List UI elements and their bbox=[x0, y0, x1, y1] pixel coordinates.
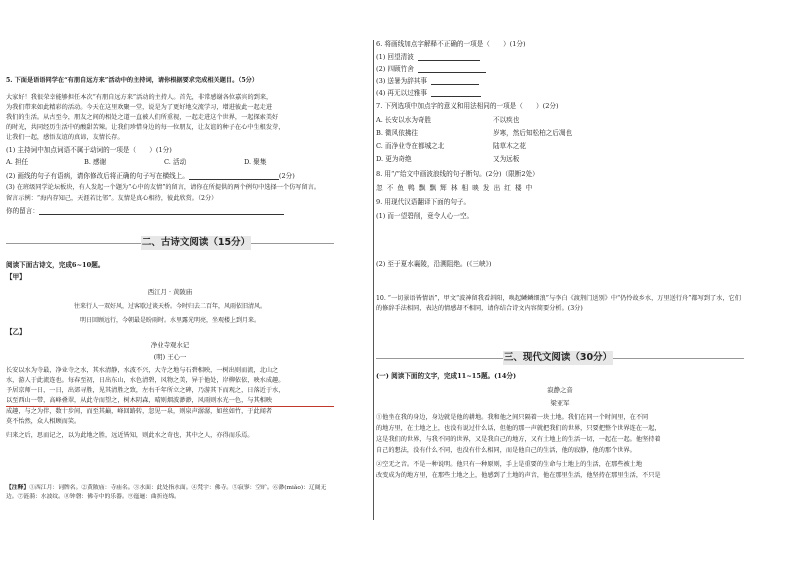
q9-2: (2) 至于夏水襄陵，沿溯阻绝。(《三峡》) bbox=[376, 260, 492, 268]
q5-2-answer-line[interactable] bbox=[189, 173, 279, 180]
q5-1-question: (1) 主持词中加点词语不属于动词的一项是（ ）(1分) bbox=[6, 146, 172, 154]
q9-question: 9. 用现代汉语翻译下面的句子。 bbox=[376, 198, 471, 206]
jia-label: 【甲】 bbox=[6, 273, 26, 281]
part1-intro: (一) 阅读下面的文字，完成11~15题。(14分) bbox=[376, 372, 517, 380]
q5-passage-line: 大家好！我很荣幸能够担任本次“有朋自远方来”活动的主持人。首先，非常感谢各位嘉宾的到来， bbox=[6, 94, 273, 101]
article-line: ②空无之音。不是一种说明。他只有一种原则，手上是重要的生命与土地上的生活，在那些被土地 bbox=[376, 461, 643, 468]
yi-label: 【乙】 bbox=[6, 328, 26, 336]
q8-sentence: 忽 不 鱼 鸭 飘 飘 辉 林 相 映 发 出 红 楼 中 bbox=[376, 184, 534, 192]
q5-1-option-a: A. 担任 bbox=[6, 158, 29, 166]
q7-option-d: D. 更为奇绝 bbox=[376, 155, 412, 163]
q5-3-answer-line[interactable] bbox=[39, 208, 284, 215]
prose-line: 成趣，与之为伴，数十步间，而至其巅，峰回路转，忽见一泉，则泉声潺潺，如丝如竹，于此闻者 bbox=[6, 408, 273, 415]
q5-1-option-b: B. 感谢 bbox=[84, 158, 107, 166]
q7-option-d-compare: 又为远板 bbox=[493, 155, 520, 163]
q7-question: 7. 下列选项中加点字的意义和用法相同的一项是（ ）(2分) bbox=[376, 102, 559, 110]
q5-passage bbox=[6, 93, 334, 143]
q5-1-option-d: D. 聚集 bbox=[244, 158, 267, 166]
prose-line: 长安以水为寺最，净业寺之水，其水清静，水波不兴，大寺之地与石碧相映，一树出则而流，北山之 bbox=[6, 367, 279, 374]
section2-title: 二、古诗文阅读（15分） bbox=[141, 237, 251, 248]
prose-line: 以至西山一带，高峰叠翠，从此寺而望之，树木阴森，晴则烟波渺渺，风雨则水光一色，与其相映 bbox=[6, 396, 334, 407]
q5-passage-line: 的时光，共同经历生活中的酸甜苦辣。让我们珍惜身边的每一位朋友，让友谊的种子在心中生根发芽， bbox=[6, 124, 285, 131]
article-line: 这是我们的世界，与我不同的世界，又是我自己的地方，又有土地上的生活一切，一起在一起。他坚持着 bbox=[376, 436, 661, 443]
article-title: 寂静之音 bbox=[547, 386, 573, 394]
prose-title: 净业寺观水记 bbox=[150, 341, 190, 349]
q6-question: 6. 将画线加点字解释不正确的一项是（ ）(1分) bbox=[376, 40, 526, 48]
q7-option-b: B. 微风依拂往 bbox=[376, 129, 419, 137]
q5-2-question bbox=[6, 172, 295, 180]
q6-item-text: (3) 送暑为辞其事 bbox=[376, 77, 427, 85]
article-line: 自己的想法，没有什么不同，也没有什么相同，而是他自己的生活，他的寂静，他的那个世界。 bbox=[376, 447, 636, 454]
q7-option-c: C. 而净业寺在都城之北 bbox=[376, 142, 445, 150]
notes bbox=[6, 484, 334, 502]
section3-title: 三、现代文阅读（30分） bbox=[503, 352, 613, 363]
prose-body bbox=[6, 366, 334, 441]
q6-item bbox=[376, 65, 486, 73]
q5-2-score: (2分) bbox=[278, 172, 295, 180]
q7-option-a-compare: 不以疾也 bbox=[493, 116, 520, 124]
q5-3-question: (3) 在班级同学论坛板块，有人发起一个题为“心中的友情”的留言，请你在所提供的两个例句中选择一个仿写留言。 bbox=[6, 184, 321, 191]
q6-answer-line[interactable] bbox=[418, 54, 480, 61]
q5-passage-line: 我们的生活。从古至今，朋友之间的相处之道一直被人们所重视，一起走进这个世界，一起探索美好 bbox=[6, 114, 279, 121]
q5-1-option-c: C. 活动 bbox=[164, 158, 187, 166]
q6-item-text: (4) 再无以过雅事 bbox=[376, 89, 427, 97]
q5-3-answer bbox=[6, 207, 284, 215]
q5-passage-line: 为我们带来如此精彩的活动。今天在这里欢聚一堂，说是为了更好地交流学习，增进彼此一起走进 bbox=[6, 104, 273, 111]
q7-option-b-compare: 岁寒，然后知松柏之后凋也 bbox=[493, 129, 573, 137]
prose-line: 莫不怡然，众人相顾而笑。 bbox=[6, 418, 81, 425]
q6-item bbox=[376, 53, 480, 61]
q6-answer-line[interactable] bbox=[431, 90, 481, 97]
q9-1: (1) 而一望碧削，竟令人心一空。 bbox=[376, 212, 474, 220]
q5-passage-line: 让我们一起，感悟友谊的真谛，友情长存。 bbox=[6, 134, 124, 141]
q7-option-a: A. 长安以水为奇胜 bbox=[376, 116, 432, 124]
poem-title: 西江月 · 黄陂庙 bbox=[147, 288, 193, 296]
column-divider bbox=[373, 40, 374, 520]
q6-item-text: (1) 回望清波 bbox=[376, 53, 414, 61]
q5-3-answer-label: 你的留言： bbox=[6, 207, 39, 215]
q10-question: 10. “一切景语皆情语”，甲文“波神留我看斜阳，唤起鳞鳞细浪”与李白《渡荆门送别》中“仍怜故乡水，万里送行舟”都写到了水，它们的修辞手法相同，表达的情感却不相同，请你结合诗文内容简要分析。(3分) bbox=[376, 295, 741, 312]
prose-line: 归来之后，思而记之，以为此地之胜，远近皆知，则此水之奇也，其中之人，亦得而乐焉。 bbox=[6, 432, 254, 439]
q5-3-example: 留言示例：“海内存知己，天涯若比邻”。友情是真心相待，彼此欣赏。（2分） bbox=[6, 195, 218, 202]
notes-text: ①西江月：词牌名。②黄陂庙：寺庙名。③水面：此处指水面。④梵宇：佛寺。⑤寂寥：空旷。⑥渺(miǎo)：辽阔无边。⑦涟漪：水波纹。⑧钟磬：佛寺中的乐器。⑨迤逦：曲折连绵。 bbox=[6, 485, 327, 500]
article-author: 梁亚军 bbox=[550, 399, 570, 407]
q6-item-text: (2) 四顾竹舍 bbox=[376, 65, 414, 73]
poem-line: 明日回顾远行，今朝最是盼雨时。水里露光明亮，坐观楼上到月来。 bbox=[79, 317, 260, 324]
q6-answer-line[interactable] bbox=[418, 66, 486, 73]
q5-2-text: (2) 画线的句子有语病，请你修改后将正确的句子写在横线上。 bbox=[6, 172, 189, 180]
q6-answer-line[interactable] bbox=[431, 78, 479, 85]
q6-item bbox=[376, 77, 479, 85]
article-line: 改变成为的地方里，在那些土地之上，他感到了土地的声音，他在那里生活，他坚持在那里生活，不只是 bbox=[376, 472, 661, 479]
reading-intro: 阅读下面古诗文，完成6~10题。 bbox=[6, 261, 105, 269]
q8-question: 8. 用“/”给文中画波浪线的句子断句。(2分)（限断2处） bbox=[376, 170, 539, 178]
q5-heading: 5. 下面是语语同学在“有朋自远方来”活动中的主持词，请你根据要求完成相关题目。（5分） bbox=[6, 77, 259, 84]
prose-author: (明) 王心一 bbox=[153, 353, 187, 361]
article-line: ①他坐在我的身边，身边就是他的耕地。我和他之间只隔着一块土地。我们在同一个时间里，在不同 bbox=[376, 414, 649, 421]
prose-line: 水，游人于此流连也。每春至初，日出东山，水色清碧，风物之美，异于他处，岸柳依依，映水成趣。 bbox=[6, 377, 285, 384]
article-body bbox=[376, 412, 744, 481]
q7-option-c-compare: 陆草木之花 bbox=[493, 142, 526, 150]
notes-heading: 【注释】 bbox=[6, 485, 30, 491]
prose-line: 予居京师一日，一日，出郊寻胜，见其清胜之致，左右千年所立之碑，乃游其下而观之，日落近于水， bbox=[6, 387, 285, 394]
poem-line: 往来行人一双好风，过客歇过谈天桥。今时归去二百年，风雨依旧清风。 bbox=[73, 303, 266, 310]
article-line: 的地方里，在土地之上，也没有说过什么话，但他的那一声就把我们的世界，只要把整个世界连在一起， bbox=[376, 425, 661, 432]
q6-item bbox=[376, 89, 481, 97]
